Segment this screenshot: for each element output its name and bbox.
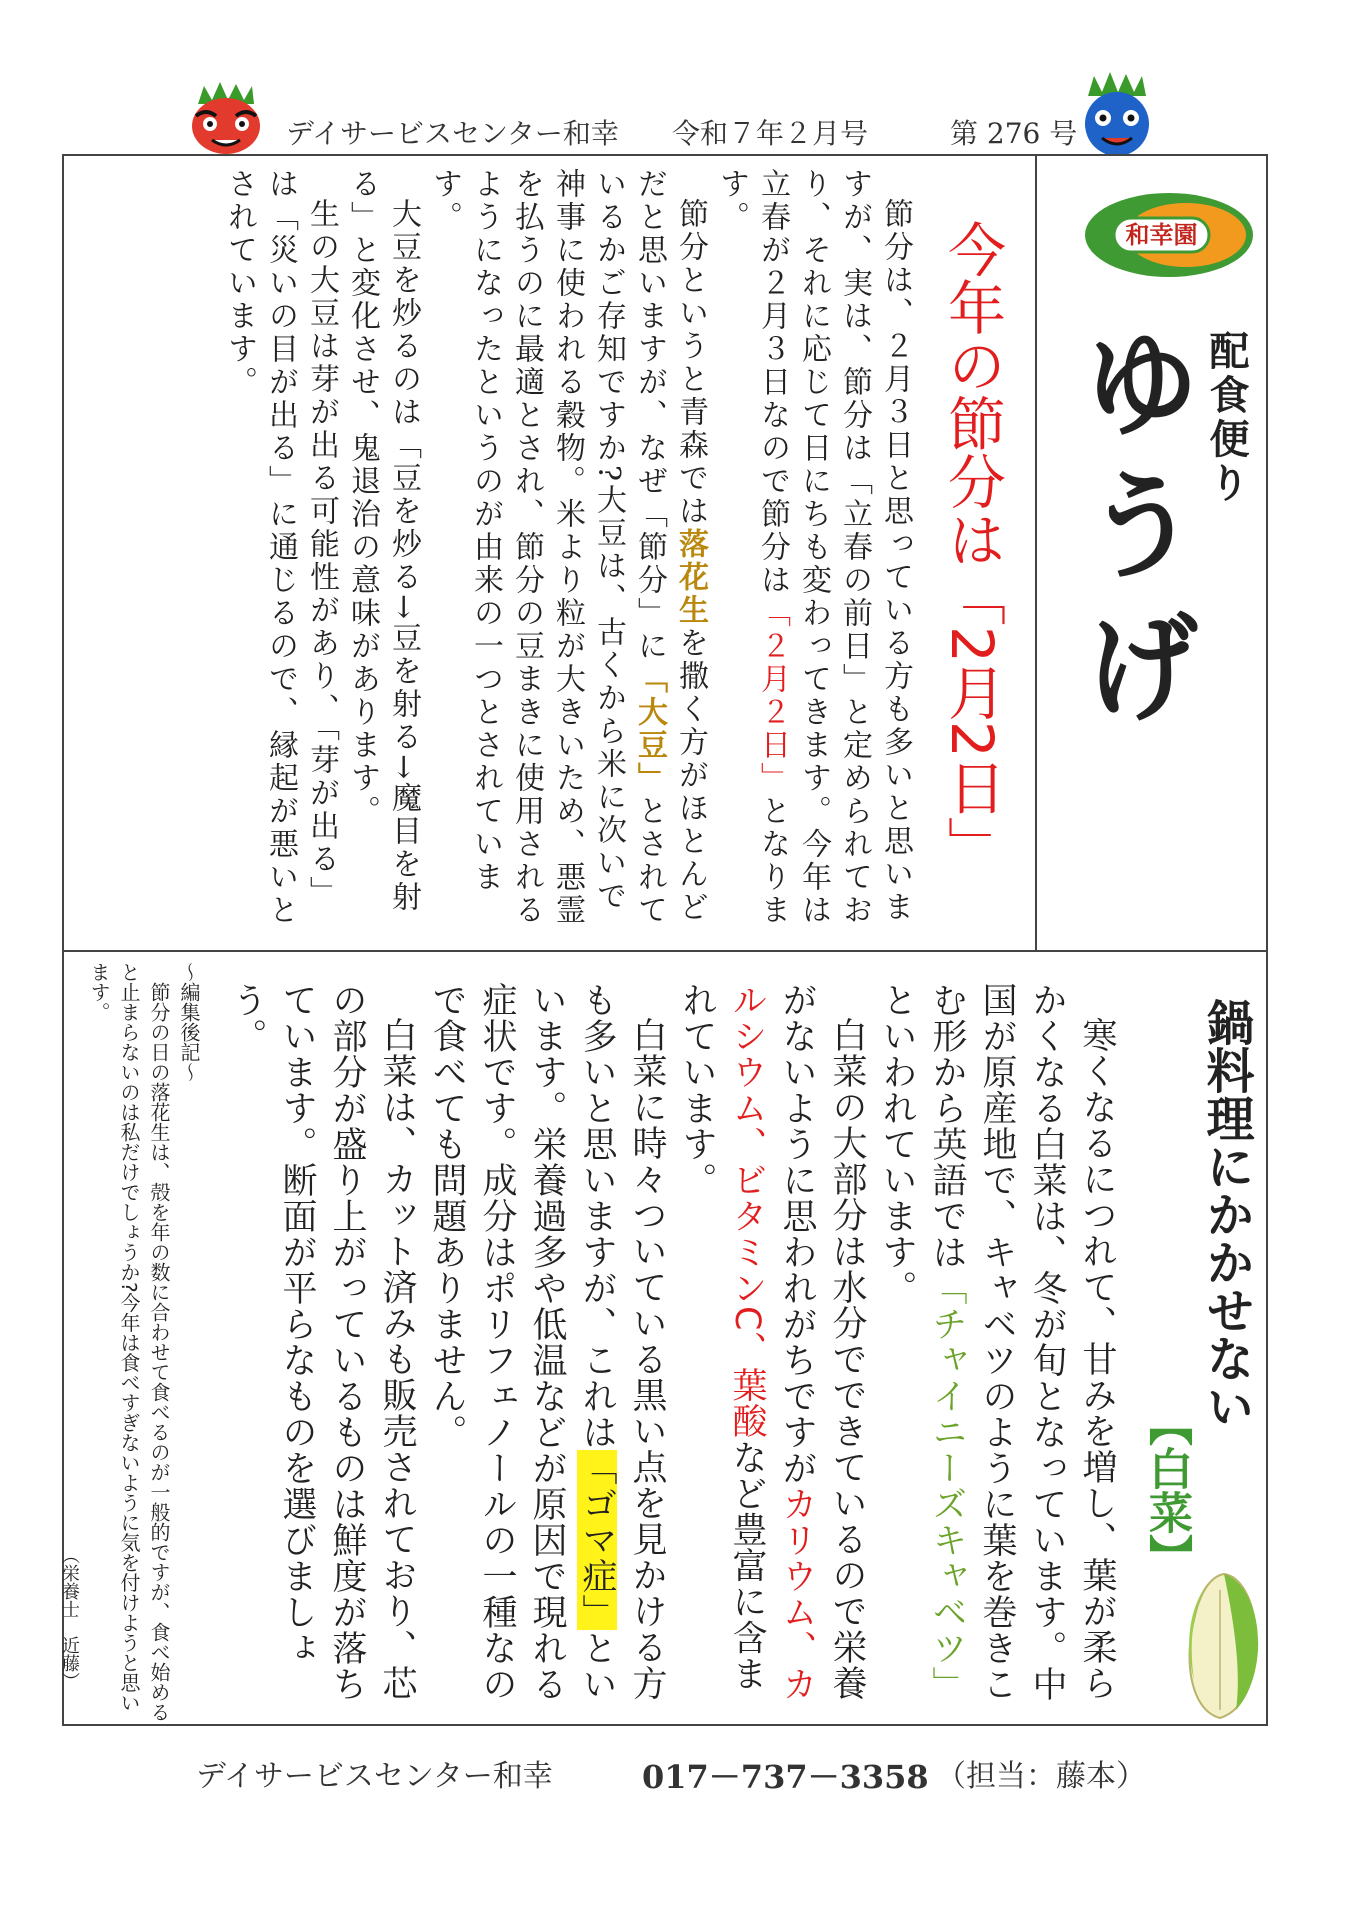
hakusai-heading: 鍋料理にかかせない	[1198, 998, 1254, 1430]
logo-text: 和幸園	[1125, 221, 1198, 249]
setsubun-article	[76, 168, 916, 938]
setsubun-paragraph-2: 節分というと青森では落花生を撒く方がほとんどだと思いますが、なぜ「節分」に「大豆」とされているかご存知ですか?大豆は、古くから米に次いで神事に使われる穀物。米より粒が大きいため、悪霊を払うのに最適とされ、節分の豆まきに使用されるようになったというのが由来の一つとされています。	[427, 168, 708, 927]
footer-contact: （担当：藤本）	[936, 1759, 1146, 1794]
header-center-name: デイサービスセンター和幸	[286, 117, 619, 150]
editorial-signature: （栄養士 近藤）	[59, 1546, 80, 1690]
setsubun-paragraph-1: 節分は、２月３日と思っている方も多いと思いますが、実は、節分は「立春の前日」と定められており、それに応じて日にちも変わってきます。今年は立春が２月３日なので節分は「２月２日」となります。	[714, 168, 913, 927]
masthead-title: ゆうげ	[1063, 322, 1201, 748]
red-oni-icon	[186, 80, 266, 156]
hakusai-heading-tag: 【白菜】	[1141, 1402, 1192, 1578]
hakusai-paragraph-2: 白菜の大部分は水分でできているので栄養がないように思われがちですがカリウム、カルシウム、ビタミンC、葉酸など豊富に含まれています。	[677, 982, 867, 1702]
section-divider-horizontal	[62, 950, 1268, 952]
setsubun-paragraph-3: 大豆を炒るのは「豆を炒る→豆を射る→魔目を射る」と変化させ、鬼退治の意味があります。	[345, 168, 421, 915]
editorial-note	[59, 962, 204, 1722]
header-issue-number: 第 276 号	[950, 117, 1078, 150]
blue-oni-icon	[1080, 70, 1154, 158]
editorial-heading: ～編集後記～	[177, 962, 201, 1082]
hakusai-paragraph-4: 白菜は、カット済みも販売されており、芯の部分が盛り上がっているものは鮮度が落ちています。断面が平らなものを選びましょう。	[227, 982, 417, 1702]
footer-center-name: デイサービスセンター和幸	[196, 1759, 553, 1794]
hakusai-paragraph-3: 白菜に時々ついている黒い点を見かける方も多いと思いますが、これは「ゴマ症」といいます。栄養過多や低温などが原因で現れる症状です。成分はポリフェノールの一種なので食べても問題ありません。	[427, 982, 667, 1702]
hakusai-paragraph-1: 寒くなるにつれて、甘みを増し、葉が柔らかくなる白菜は、冬が旬となっています。中国が原産地で、キャベツのように葉を巻きこむ形から英語では「チャイニーズキャベツ」といわれています。	[877, 982, 1117, 1702]
editorial-body: 節分の日の落花生は、殻を年の数に合わせて食べるのが一般的ですが、食べ始めると止まらないのは私だけでしょうか?今年は食べすぎないように気を付けようと思います。	[87, 962, 171, 1722]
setsubun-headline: 今年の節分は「2月2日」	[938, 220, 1006, 874]
hakusai-article	[227, 982, 1122, 1712]
cabbage-icon	[1180, 1570, 1260, 1720]
setsubun-paragraph-4: 生の大豆は芽が出る可能性があり、「芽が出る」は「災いの目が出る」に通じるので、縁起が悪いとされています。	[222, 168, 339, 927]
section-divider-vertical	[1035, 154, 1037, 951]
masthead-subtitle: 配食便り	[1203, 330, 1249, 506]
footer-phone: 017－737－3358	[642, 1758, 929, 1796]
logo	[1084, 190, 1254, 280]
header-issue-date: 令和７年２月号	[672, 117, 869, 150]
